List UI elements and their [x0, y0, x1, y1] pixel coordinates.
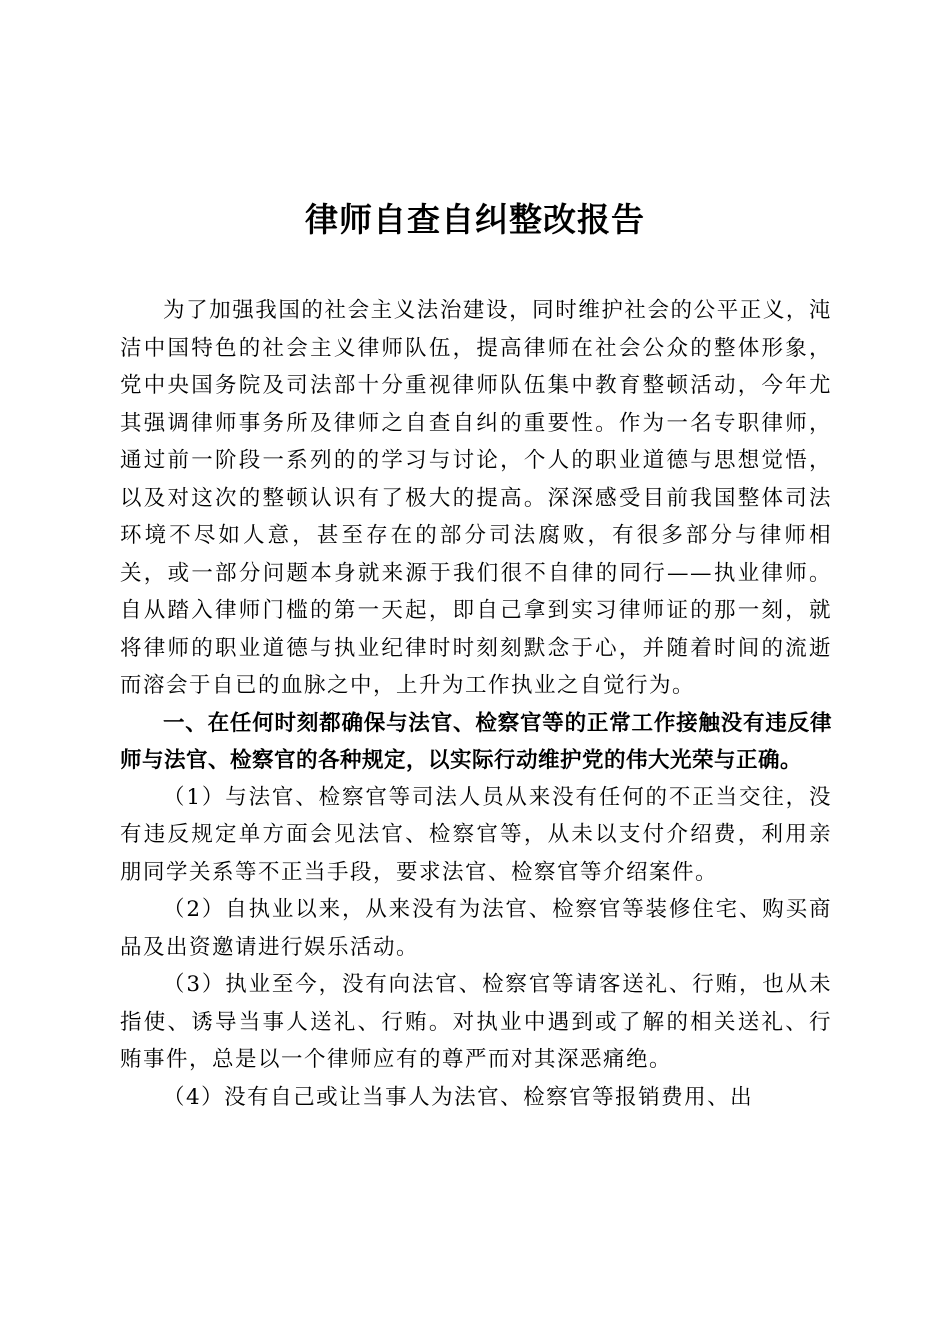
list-item-2: （2）自执业以来，从来没有为法官、检察官等装修住宅、购买商品及出资邀请进行娱乐活动。	[120, 897, 832, 960]
list-item-4: （4）没有自己或让当事人为法官、检察官等报销费用、出	[163, 1084, 754, 1110]
document-body	[120, 292, 832, 1116]
intro-paragraph: 为了加强我国的社会主义法治建设，同时维护社会的公平正义，沌洁中国特色的社会主义律师队伍，提高律师在社会公众的整体形象，党中央国务院及司法部十分重视律师队伍集中教育整顿活动，今年尤其强调律师事务所及律师之自查自纠的重要性。作为一名专职律师，通过前一阶段一系列的的学习与讨论，个人的职业道德与思想觉悟，以及对这次的整顿认识有了极大的提高。深深感受目前我国整体司法环境不尽如人意，甚至存在的部分司法腐败，有很多部分与律师相关，或一部分问题本身就来源于我们很不自律的同行——执业律师。自从踏入律师门槛的第一天起，即自己拿到实习律师证的那一刻，就将律师的职业道德与执业纪律时时刻刻默念于心，并随着时间的流逝而溶会于自已的血脉之中，上升为工作执业之自觉行为。	[120, 298, 832, 698]
document-title: 律师自查自纠整改报告	[305, 200, 645, 239]
section-heading-1: 一、在任何时刻都确保与法官、检察官等的正常工作接触没有违反律师与法官、检察官的各种规定，以实际行动维护党的伟大光荣与正确。	[120, 710, 832, 773]
list-item-3: （3）执业至今，没有向法官、检察官等请客送礼、行贿，也从未指使、诱导当事人送礼、行贿。对执业中遇到或了解的相关送礼、行贿事件，总是以一个律师应有的尊严而对其深恶痛绝。	[120, 972, 832, 1072]
list-item-1: （1）与法官、检察官等司法人员从来没有任何的不正当交往，没有违反规定单方面会见法官、检察官等，从未以支付介绍费，利用亲朋同学关系等不正当手段，要求法官、检察官等介绍案件。	[120, 784, 832, 885]
